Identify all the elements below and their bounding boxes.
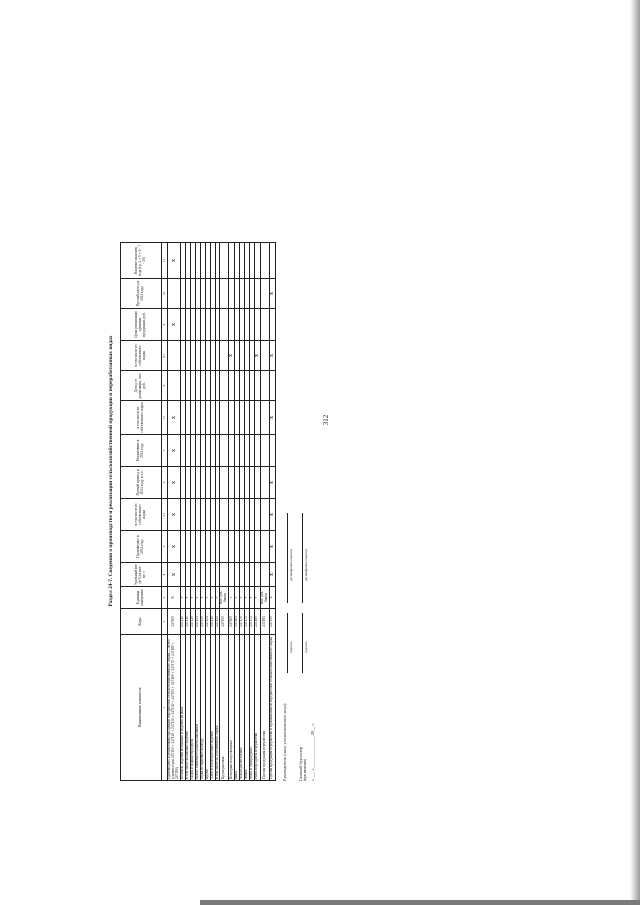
empty-cell xyxy=(220,563,229,587)
column-number: 7 xyxy=(162,435,168,467)
row-name: Консервы плодоовощные xyxy=(229,635,235,781)
accountant-signature-line xyxy=(302,613,303,673)
accountant-decode-line xyxy=(302,513,303,603)
x-mark-cell: X xyxy=(168,309,181,341)
x-mark-cell: X xyxy=(229,341,235,371)
row-unit: т xyxy=(190,587,195,609)
row-name: Сыры и сырные продукты xyxy=(190,635,195,781)
head-sign-hint: подпись xyxy=(289,641,293,653)
column-number: 7.1 xyxy=(162,401,168,435)
row-name: Мука из зерновых культур xyxy=(200,635,205,781)
x-mark-cell: X xyxy=(168,435,181,467)
head-label: Руководитель (лицо уполномоченное лицо) xyxy=(282,703,287,781)
column-number: 10 xyxy=(162,279,168,309)
head-decode-line xyxy=(287,513,288,603)
x-mark-cell: X xyxy=(269,499,275,531)
x-mark-cell: X xyxy=(168,401,181,435)
column-number: 5 xyxy=(162,531,168,563)
column-number: 3 xyxy=(162,587,168,609)
row-name: Произведено и реализовано продукции переработки сельскохозяйственного сырья — всего (сумма строк 247110 + 247120 + 247130 + 247140 + 247150 + 247160 + 247170 + 247180 + 247190) xyxy=(168,635,181,781)
accountant-label: Главный бухгалтер xyxy=(298,746,303,781)
row-unit: т xyxy=(240,587,245,609)
column-header: Наличие на конец года (гр. 4 + 5 + 6 - 7 - 10) xyxy=(121,243,162,279)
row-code: 247140 xyxy=(210,609,215,635)
row-code: 247150 xyxy=(220,609,229,635)
column-header: Прочий расход в 2024 году xyxy=(121,279,162,309)
x-mark-cell: X xyxy=(168,243,181,279)
row-code: 247180 xyxy=(255,609,261,635)
row-name: Жмых xyxy=(245,635,250,781)
empty-cell xyxy=(220,279,229,309)
row-unit: т xyxy=(215,587,220,609)
column-header: Доход от реализации, тыс. руб. xyxy=(121,371,162,401)
row-unit: т xyxy=(205,587,210,609)
x-mark-cell: X xyxy=(168,531,181,563)
row-code: 247120 xyxy=(190,609,195,635)
row-unit: X xyxy=(269,587,275,609)
row-name: Колбасы, изделия колбасные и изделия из мяса xyxy=(180,635,185,781)
row-unit: т xyxy=(185,587,190,609)
report-table xyxy=(120,242,276,781)
row-name: Масло сливочное и пасты масляные xyxy=(195,635,200,781)
row-unit: т xyxy=(195,587,200,609)
table-row xyxy=(168,243,181,781)
header-row xyxy=(121,243,162,781)
column-number: 6 xyxy=(162,467,168,499)
table-row xyxy=(220,243,229,781)
x-mark-cell: X xyxy=(269,467,275,499)
column-header: Цена реализации единицы продукции, руб. xyxy=(121,309,162,341)
accountant-sign-hint: подпись xyxy=(304,641,308,653)
head-signature-line xyxy=(287,613,288,673)
row-code: 247160 xyxy=(229,609,235,635)
x-mark-cell: X xyxy=(269,401,275,435)
head-decode-hint: расшифровка подписи xyxy=(289,548,293,581)
row-name: Мясо и субпродукты xyxy=(250,635,255,781)
row-name: в том числе из собственного сырья xyxy=(215,635,220,781)
column-header: в том числе из собственного сырья xyxy=(121,341,162,371)
column-header: Единица измерения xyxy=(121,587,162,609)
row-unit: т xyxy=(235,587,240,609)
column-header: Удельный вес (в %) в кол-ве, т xyxy=(121,563,162,587)
row-code: 247111 xyxy=(185,609,190,635)
row-unit: X xyxy=(168,587,181,609)
row-name: в том числе колбасные изделия xyxy=(185,635,190,781)
empty-cell xyxy=(220,401,229,435)
row-code: 247161 xyxy=(235,609,240,635)
row-unit: т xyxy=(250,587,255,609)
empty-cell xyxy=(220,243,229,279)
row-unit: т xyxy=(210,587,215,609)
row-name: Крупа xyxy=(205,635,210,781)
empty-cell xyxy=(220,499,229,531)
column-header: Наименование показателя xyxy=(121,635,162,781)
x-mark-cell: X xyxy=(168,467,181,499)
x-mark-cell: X xyxy=(269,279,275,309)
column-header: в том числе из собственного сырья xyxy=(121,499,162,531)
column-header: Реализовано в 2024 году xyxy=(121,435,162,467)
column-number: 9 xyxy=(162,309,168,341)
x-mark-cell: X xyxy=(269,563,275,587)
row-code: 247172 xyxy=(250,609,255,635)
x-mark-cell: X xyxy=(168,499,181,531)
row-name: Масла растительные xyxy=(240,635,245,781)
signature-block xyxy=(260,161,320,781)
accountant-decode-hint: расшифровка подписи xyxy=(304,548,308,581)
x-mark-cell: X xyxy=(269,531,275,563)
scan-bottom-edge xyxy=(200,900,640,905)
x-mark-cell: X xyxy=(269,341,275,371)
empty-cell xyxy=(168,371,181,401)
row-unit: тыс. усл. банок xyxy=(260,587,269,609)
date-line: « ___ » _______________ 20__ г. xyxy=(310,723,315,781)
empty-cell xyxy=(220,435,229,467)
empty-cell xyxy=(168,341,181,371)
row-code: 247130 xyxy=(200,609,205,635)
row-name: Прочая продукция переработки xyxy=(260,635,269,781)
row-code: 247181 xyxy=(260,609,269,635)
empty-cell xyxy=(220,371,229,401)
x-mark-cell: X xyxy=(168,563,181,587)
column-number: 11 xyxy=(162,243,168,279)
row-name: Рыба и продукты переработки xyxy=(255,635,261,781)
row-unit: т xyxy=(200,587,205,609)
row-code: 247190 xyxy=(269,609,275,635)
row-name: Крупа рисовая xyxy=(220,635,229,781)
column-number: 4 xyxy=(162,563,168,587)
row-code: 247131 xyxy=(205,609,210,635)
row-unit: тыс. усл. банок xyxy=(220,587,229,609)
row-unit: т xyxy=(229,587,235,609)
empty-cell xyxy=(168,279,181,309)
empty-cell xyxy=(220,309,229,341)
row-name: Хлеб и хлебобулочные изделия xyxy=(210,635,215,781)
x-mark-cell: X xyxy=(255,341,261,371)
empty-cell xyxy=(220,531,229,563)
row-code: 247121 xyxy=(195,609,200,635)
table-title: Раздел 24-7. Сведения о производстве и реализации сельскохозяйственной продукции и переработанных видах xyxy=(108,335,114,607)
row-unit: т xyxy=(255,587,261,609)
column-header: Прочий приход в 2024 году, в т.ч. xyxy=(121,467,162,499)
column-header: в том числе из собственного сырья xyxy=(121,401,162,435)
page-number: 312 xyxy=(322,414,330,426)
empty-cell xyxy=(220,467,229,499)
row-name: Вина xyxy=(235,635,240,781)
column-number: 5.1 xyxy=(162,499,168,531)
rotated-landscape-page xyxy=(108,161,320,781)
row-code: 247100 xyxy=(168,609,181,635)
column-header: Произведено в 2024 году xyxy=(121,531,162,563)
row-code: 247170 xyxy=(240,609,245,635)
column-header: Коды xyxy=(121,609,162,635)
row-unit: т xyxy=(180,587,185,609)
row-code: 247141 xyxy=(215,609,220,635)
row-unit: т xyxy=(245,587,250,609)
row-code: 247110 xyxy=(180,609,185,635)
row-code: 247171 xyxy=(245,609,250,635)
scan-edge-shadow xyxy=(630,0,640,905)
column-number: 8.1 xyxy=(162,341,168,371)
accountant-sub: (при наличии) xyxy=(303,759,307,781)
column-number: 1 xyxy=(162,635,168,781)
column-number: 8 xyxy=(162,371,168,401)
column-number: 2 xyxy=(162,609,168,635)
row-name: Прочая продукция переработки и промышленной переработки сельскохозяйственного сырья xyxy=(269,635,275,781)
